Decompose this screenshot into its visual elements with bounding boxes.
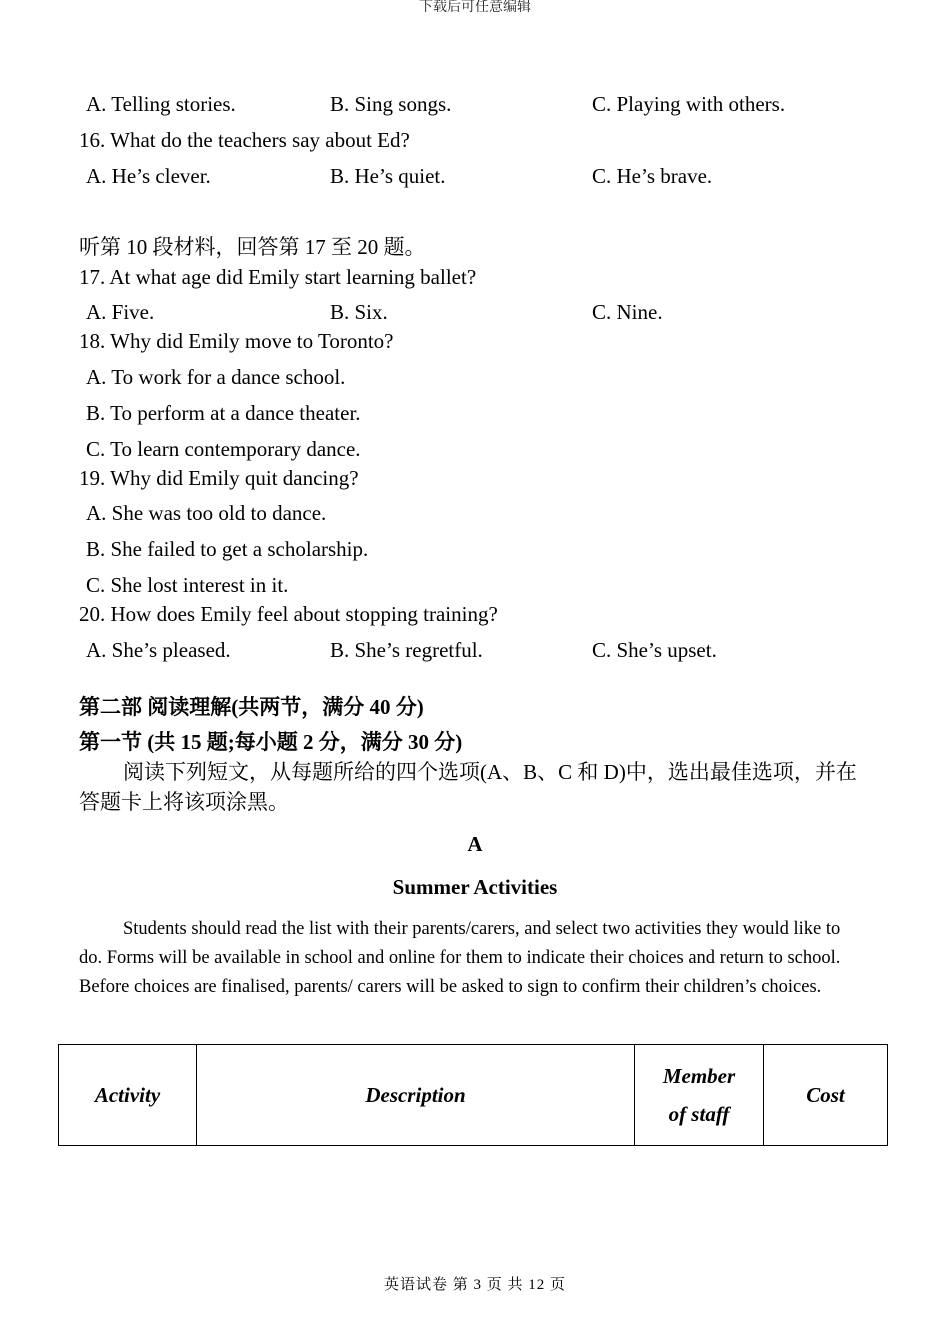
- header-member-line2: of staff: [668, 1102, 730, 1126]
- q20-option-b: B. She’s regretful.: [330, 638, 483, 662]
- q18-option-a: A. To work for a dance school.: [86, 365, 346, 389]
- page-footer: 英语试卷 第 3 页 共 12 页: [383, 1277, 566, 1293]
- passage-text: Students should read the list with their parents/carers, and select two activities they would like to do. Forms will be available in school and online for them to indicate their choices and return to school. Before choices are finalised, parents/ carers will be asked to sign to confirm their children’s choices.: [79, 919, 841, 997]
- q15-option-a: A. Telling stories.: [86, 92, 236, 116]
- q19-question: 19. Why did Emily quit dancing?: [79, 466, 359, 490]
- activities-table: [58, 1044, 888, 1146]
- q16-option-c: C. He’s brave.: [592, 164, 713, 188]
- part2-instruction: 阅读下列短文，从每题所给的四个选项(A、B、C 和 D)中，选出最佳选项，并在答题卡上将该项涂黑。: [79, 760, 857, 814]
- q15-option-c: C. Playing with others.: [592, 92, 786, 116]
- q17-option-a: A. Five.: [86, 300, 155, 324]
- passage-title: Summer Activities: [392, 875, 558, 899]
- q20-question: 20. How does Emily feel about stopping training?: [79, 602, 498, 626]
- header-description: Description: [197, 1045, 635, 1146]
- q18-option-c: C. To learn contemporary dance.: [86, 437, 361, 461]
- q20-option-c: C. She’s upset.: [592, 638, 717, 662]
- q16-option-a: A. He’s clever.: [86, 164, 211, 188]
- q18-question: 18. Why did Emily move to Toronto?: [79, 329, 394, 353]
- q16-option-b: B. He’s quiet.: [330, 164, 446, 188]
- part2-heading: 第二部 阅读理解(共两节，满分 40 分): [79, 695, 424, 719]
- q15-option-b: B. Sing songs.: [330, 92, 452, 116]
- q17-option-c: C. Nine.: [592, 300, 663, 324]
- q19-option-a: A. She was too old to dance.: [86, 501, 327, 525]
- q19-option-c: C. She lost interest in it.: [86, 573, 289, 597]
- header-cost: Cost: [764, 1045, 888, 1146]
- header-member-line1: Member: [662, 1064, 736, 1088]
- header-activity: Activity: [59, 1045, 197, 1146]
- q19-option-b: B. She failed to get a scholarship.: [86, 537, 369, 561]
- passage-letter: A: [467, 832, 483, 856]
- header-member-of-staff: [635, 1045, 764, 1146]
- section10-intro: 听第 10 段材料，回答第 17 至 20 题。: [79, 235, 426, 259]
- page-header: 下载后可任意编辑: [419, 0, 531, 15]
- table-header-row: [59, 1045, 888, 1146]
- q18-option-b: B. To perform at a dance theater.: [86, 401, 361, 425]
- part2-section1-heading: 第一节 (共 15 题;每小题 2 分，满分 30 分): [79, 730, 463, 754]
- q17-question: 17. At what age did Emily start learning ballet?: [79, 265, 477, 289]
- q20-option-a: A. She’s pleased.: [86, 638, 231, 662]
- q16-question: 16. What do the teachers say about Ed?: [79, 128, 410, 152]
- q17-option-b: B. Six.: [330, 300, 388, 324]
